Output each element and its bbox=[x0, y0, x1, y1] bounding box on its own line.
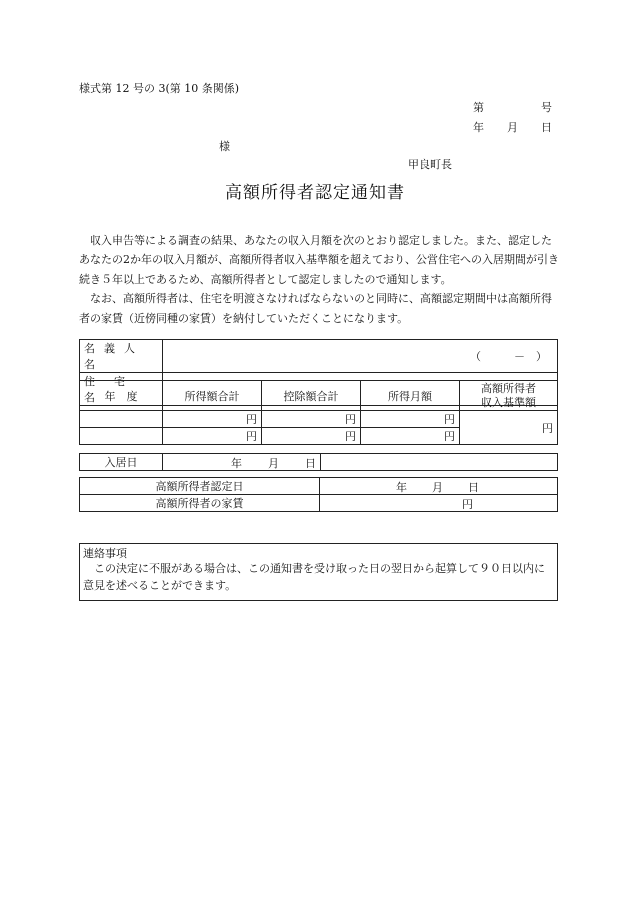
form-number: 様式第 12 号の 3(第 10 条関係) bbox=[79, 82, 240, 95]
issue-date-month: 月 bbox=[507, 121, 518, 134]
monthly-income-cell[interactable] bbox=[361, 411, 460, 428]
name-value[interactable] bbox=[163, 340, 558, 373]
certification-date-label: 高額所得者認定日 bbox=[80, 478, 320, 495]
year-cell[interactable] bbox=[80, 411, 163, 428]
yen-unit: 円 bbox=[345, 430, 356, 443]
move-in-date[interactable] bbox=[163, 454, 321, 471]
header-income-standard bbox=[460, 381, 558, 411]
total-deductions-cell[interactable] bbox=[262, 428, 361, 445]
yen-unit: 円 bbox=[246, 430, 257, 443]
header-fiscal-year: 年 度 bbox=[80, 381, 163, 411]
sender: 甲良町長 bbox=[408, 158, 452, 171]
address-label: 住宅名 bbox=[80, 373, 163, 406]
total-deductions-cell[interactable] bbox=[262, 411, 361, 428]
yen-unit: 円 bbox=[345, 413, 356, 426]
yen-unit: 円 bbox=[444, 413, 455, 426]
income-table bbox=[79, 380, 558, 445]
move-in-month: 月 bbox=[268, 457, 279, 470]
header-total-income: 所得額合計 bbox=[163, 381, 262, 411]
header-total-deductions: 控除額合計 bbox=[262, 381, 361, 411]
header-income-standard-line2: 収入基準額 bbox=[481, 395, 536, 409]
certification-month: 月 bbox=[432, 481, 443, 494]
document-title: 高額所得者認定通知書 bbox=[225, 183, 405, 203]
year-cell[interactable] bbox=[80, 428, 163, 445]
notes-text: この決定に不服がある場合は、この通知書を受け取った日の翌日から起算して９０日以内に意見を述べることができます。 bbox=[83, 562, 545, 592]
body-paragraph-2: なお、高額所得者は、住宅を明渡さなければならないのと同時に、高額認定期間中は高額所得者の家賃（近傍同種の家賃）を納付していただくことになります。 bbox=[79, 292, 552, 325]
move-in-table bbox=[79, 453, 558, 471]
header-monthly-income: 所得月額 bbox=[361, 381, 460, 411]
issue-date-year: 年 bbox=[473, 121, 484, 134]
notes-heading: 連絡事項 bbox=[83, 547, 127, 560]
yen-unit: 円 bbox=[444, 430, 455, 443]
certification-table bbox=[79, 477, 558, 512]
move-in-blank bbox=[321, 454, 558, 471]
header-income-standard-line1: 高額所得者 bbox=[481, 381, 536, 395]
certification-day: 日 bbox=[468, 481, 479, 494]
rent-yen-unit: 円 bbox=[462, 498, 473, 511]
body-text bbox=[79, 231, 559, 328]
monthly-income-cell[interactable] bbox=[361, 428, 460, 445]
issue-date-day: 日 bbox=[541, 121, 552, 134]
total-income-cell[interactable] bbox=[163, 428, 262, 445]
body-paragraph-1: 収入申告等による調査の結果、あなたの収入月額を次のとおり認定しました。また、認定したあなたの2か年の収入月額が、高額所得者収入基準額を超えており、公営住宅への入居期間が引き続き５年以上であるため、高額所得者として認定しましたので通知します。 bbox=[79, 234, 559, 286]
income-standard-cell[interactable] bbox=[460, 411, 558, 445]
notes-box bbox=[79, 543, 558, 601]
addressee-suffix: 様 bbox=[219, 140, 230, 153]
yen-unit: 円 bbox=[542, 421, 553, 435]
certification-date-value[interactable] bbox=[320, 478, 558, 495]
move-in-day: 日 bbox=[305, 457, 316, 470]
name-phone: （ － ） bbox=[470, 350, 547, 363]
name-label: 名義人名 bbox=[80, 340, 163, 373]
table-row bbox=[80, 411, 558, 428]
total-income-cell[interactable] bbox=[163, 411, 262, 428]
move-in-year: 年 bbox=[231, 457, 242, 470]
certification-year: 年 bbox=[396, 481, 407, 494]
issue-number-label: 第 bbox=[473, 101, 484, 114]
yen-unit: 円 bbox=[246, 413, 257, 426]
rent-label: 高額所得者の家賃 bbox=[80, 495, 320, 512]
rent-value[interactable] bbox=[320, 495, 558, 512]
issue-number-unit: 号 bbox=[541, 101, 552, 114]
move-in-label: 入居日 bbox=[80, 454, 163, 471]
